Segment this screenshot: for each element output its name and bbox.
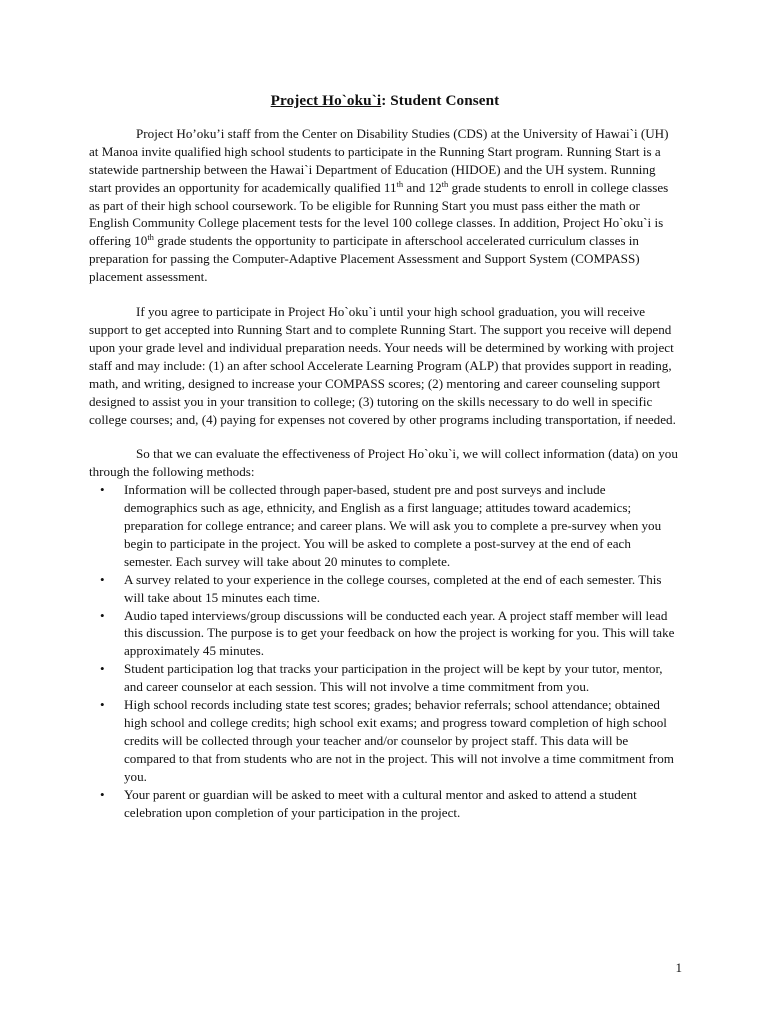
document-page: [89, 92, 681, 821]
bullet-icon: •: [100, 482, 105, 498]
paragraph-intro: [89, 125, 681, 286]
list-item-text: A survey related to your experience in the college courses, completed at the end of each semester. This will take about 15 minutes each time.: [124, 571, 662, 605]
bullet-icon: •: [100, 607, 105, 623]
intro-text-part-4: grade students the opportunity to participate in afterschool accelerated curriculum classes in preparation for passing the Computer-Adaptive Placement Assessment and Support System (COMPASS) placement assessment.: [89, 233, 640, 285]
list-item-text: Your parent or guardian will be asked to meet with a cultural mentor and asked to attend a student celebration upon completion of your participation in the project.: [124, 786, 637, 820]
intro-text-part-3: grade students to enroll in college classes as part of their high school coursework. To be eligible for Running Start you must pass either the math or English Community College placement tests for the level 100 college classes. In addition, Project Ho`oku`i is offering 10: [89, 179, 669, 249]
bullet-icon: •: [100, 786, 105, 802]
list-item: [89, 481, 681, 571]
list-item: [89, 571, 681, 607]
bullet-icon: •: [100, 661, 105, 677]
document-title: [89, 92, 681, 110]
paragraph-evaluation: So that we can evaluate the effectiveness of Project Ho`oku`i, we will collect information (data) on you through the following methods:: [89, 446, 678, 480]
bullet-icon: •: [100, 571, 105, 587]
list-item-text: High school records including state test scores; grades; behavior referrals; school attendance; obtained high school and college credits; high school exit exams; and progress toward completion of high school credits will be collected through your teacher and/or counselor by project staff. This data will be compared to that from students who are not in the project. This will not involve a time commitment from you.: [124, 697, 674, 784]
bullet-icon: •: [100, 697, 105, 713]
ordinal-suffix: th: [147, 232, 154, 243]
list-item: [89, 786, 681, 822]
list-item-text: Information will be collected through paper-based, student pre and post surveys and include demographics such as age, ethnicity, and English as a first language; attitudes toward academics; preparation for college entrance; and career plans. We will ask you to complete a pre-survey when you begin to participate in the project. You will be asked to complete a post-survey at the end of each semester. Each survey will take about 20 minutes to complete.: [124, 482, 662, 569]
list-item: [89, 696, 681, 786]
list-item: [89, 660, 681, 696]
ordinal-suffix: th: [441, 178, 449, 189]
list-item-text: Student participation log that tracks your participation in the project will be kept by your tutor, mentor, and career counselor at each session. This will not involve a time commitment from you.: [124, 661, 663, 695]
ordinal-suffix: th: [396, 178, 404, 189]
data-collection-methods-list: [89, 481, 681, 821]
title-project-name: Project Ho`oku`i: [270, 92, 382, 109]
title-suffix: : Student Consent: [381, 92, 500, 109]
page-number: 1: [675, 960, 682, 975]
list-item: [89, 607, 681, 661]
list-item-text: Audio taped interviews/group discussions will be conducted each year. A project staff member will lead this discussion. The purpose is to get your feedback on how the project is working for you. This will take approximately 45 minutes.: [124, 607, 675, 659]
intro-text-part-2: and 12: [403, 179, 442, 195]
intro-text-part-1: Project Ho’oku’i staff from the Center on Disability Studies (CDS) at the University of Hawai`i (UH) at Manoa invite qualified high school students to participate in the Running Start program. Running Start is a statewide partnership between the Hawai`i Department of Education (HIDOE) and the UH system. Running start provides an opportunity for academically qualified 11: [89, 125, 669, 195]
paragraph-support: If you agree to participate in Project Ho`oku`i until your high school graduation, you will receive support to get accepted into Running Start and to complete Running Start. The support you receive will depend upon your grade level and individual preparation needs. Your needs will be determined by working with project staff and may include: (1) an after school Accelerate Learning Program (ALP) that provides support in reading, math, and writing, designed to increase your COMPASS scores; (2) mentoring and career counseling support designed to assist you in your transition to college; (3) tutoring on the skills necessary to do well in specific college courses; and, (4) paying for expenses not covered by other programs including transportation, if needed.: [89, 304, 676, 427]
